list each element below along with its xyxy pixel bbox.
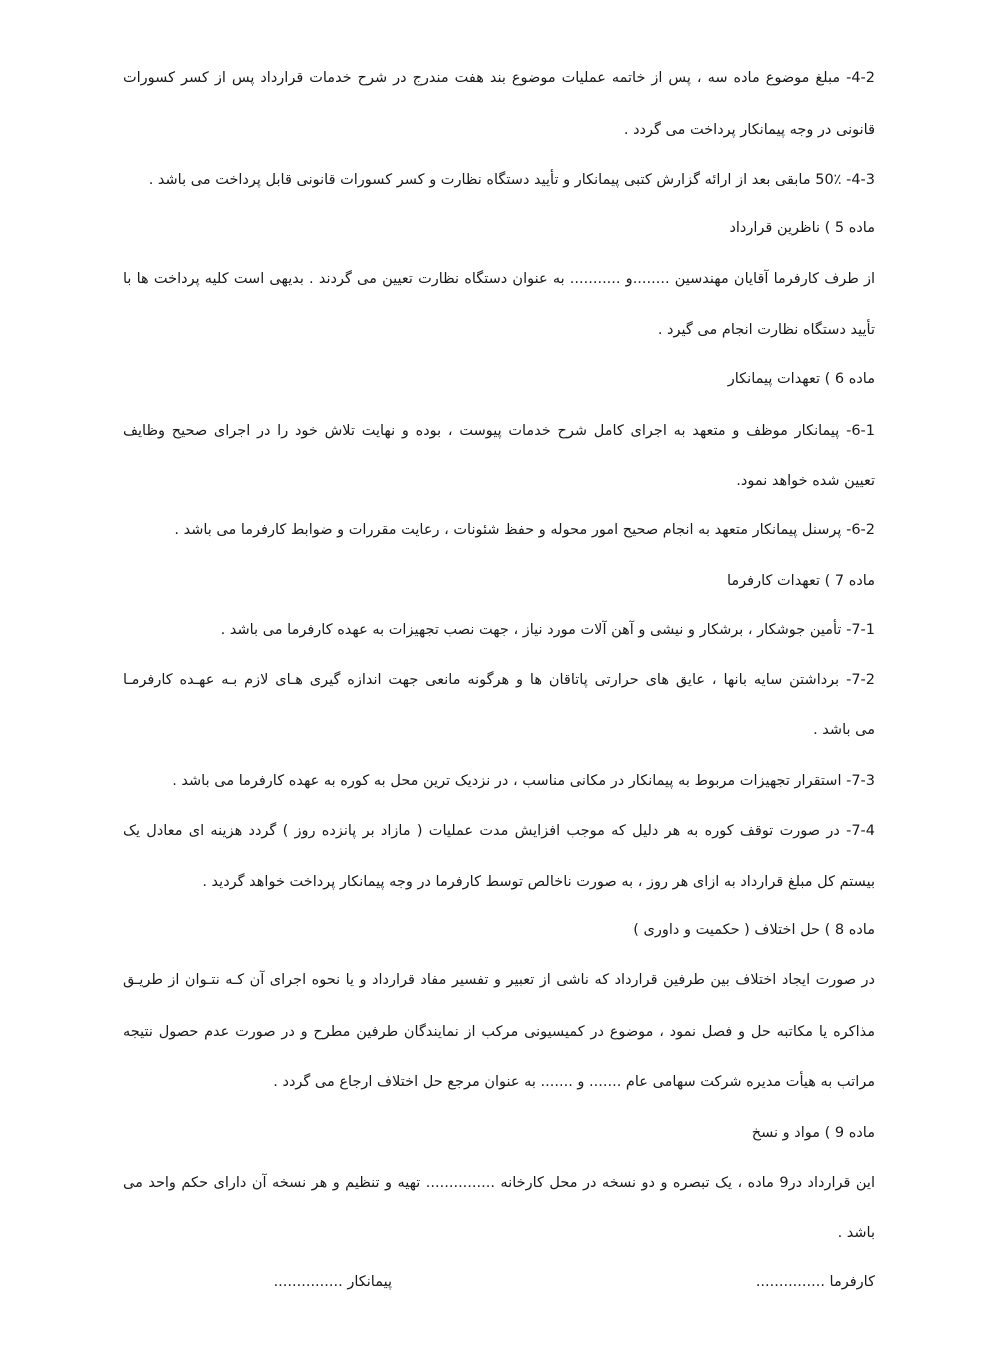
article-9-heading: ماده 9 ) مواد و نسخ [751, 1125, 875, 1141]
article-5-heading: ماده 5 ) ناظرین قرارداد [729, 220, 875, 236]
clause-4-2-line-2: قانونی در وجه پیمانکار پرداخت می گردد . [623, 122, 875, 138]
article-7-heading: ماده 7 ) تعهدات کارفرما [726, 573, 875, 589]
article-8-line-2: مذاکره یا مکاتبه حل و فصل نمود ، موضوع در کمیسیونی مرکب از نمایندگان طرفین مطرح و در صورت عدم حصول نتیجه [123, 1024, 875, 1040]
clause-7-3: 7-3- استقرار تجهیزات مربوط به پیمانکار در مکانی مناسب ، در نزدیک ترین محل به کوره به عهده کارفرما می باشد . [172, 773, 875, 789]
article-6-heading: ماده 6 ) تعهدات پیمانکار [727, 371, 875, 387]
clause-6-1-line-2: تعیین شده خواهد نمود. [736, 473, 875, 489]
article-8-line-1: در صورت ایجاد اختلاف بین طرفین قرارداد که ناشی از تعبیر و تفسیر مفاد قرارداد و یا نحوه اجرای آن کـه نتـوان از طریـق [123, 972, 875, 988]
article-8-heading: ماده 8 ) حل اختلاف ( حکمیت و داوری ) [633, 922, 875, 938]
clause-7-1: 7-1- تأمین جوشکار ، برشکار و نیشی و آهن آلات مورد نیاز ، جهت نصب تجهیزات به عهده کارفرما می باشد . [220, 622, 875, 638]
clause-7-2-line-2: می باشد . [813, 722, 875, 738]
clause-6-2: 6-2- پرسنل پیمانکار متعهد به انجام صحیح امور محوله و حفظ شئونات ، رعایت مقررات و ضوابط کارفرما می باشد . [174, 522, 875, 538]
clause-7-4-line-2: بیستم کل مبلغ قرارداد به ازای هر روز ، به صورت ناخالص توسط کارفرما در وجه پیمانکار پرداخت خواهد گردید . [202, 874, 875, 890]
clause-7-2-line-1: 7-2- برداشتن سایه بانها ، عایق های حرارتی پاتاقان ها و هرگونه مانعی جهت اندازه گیری هـای لازم بـه عهـده کارفرمـا [123, 672, 875, 688]
clause-4-2-line-1: 4-2- مبلغ موضوع ماده سه ، پس از خاتمه عملیات موضوع بند هفت مندرج در شرح خدمات قرارداد پس از کسر کسورات [123, 70, 875, 86]
clause-7-4-line-1: 7-4- در صورت توقف کوره به هر دلیل که موجب افزایش مدت عملیات ( مازاد بر پانزده روز ) گردد هزینه ای معادل یک [123, 823, 875, 839]
article-5-line-1: از طرف کارفرما آقایان مهندسین ........و ........... به عنوان دستگاه نظارت تعیین می گردند . بدیهی است کلیه پرداخت ها با [123, 271, 875, 287]
employer-signature: کارفرما ............... [755, 1274, 875, 1290]
article-9-line-2: باشد . [837, 1225, 875, 1241]
clause-4-3: 4-3- 50٪ مابقی بعد از ارائه گزارش کتبی پیمانکار و تأیید دستگاه نظارت و کسر کسورات قانونی قابل پرداخت می باشد . [148, 172, 875, 188]
article-8-line-3: مراتب به هیأت مدیره شرکت سهامی عام ....... و ....... به عنوان مرجع حل اختلاف ارجاع می گردد . [273, 1074, 875, 1090]
article-5-line-2: تأیید دستگاه نظارت انجام می گیرد . [657, 322, 875, 338]
article-9-line-1: این قرارداد در9 ماده ، یک تبصره و دو نسخه در محل کارخانه ............... تهیه و تنظیم و هر نسخه آن دارای حکم واحد می [123, 1175, 875, 1191]
clause-6-1-line-1: 6-1- پیمانکار موظف و متعهد به اجرای کامل شرح خدمات پیوست ، بوده و نهایت تلاش خود را در اجرای صحیح وظایف [123, 423, 875, 439]
contractor-signature: پیمانکار ............... [273, 1274, 392, 1290]
